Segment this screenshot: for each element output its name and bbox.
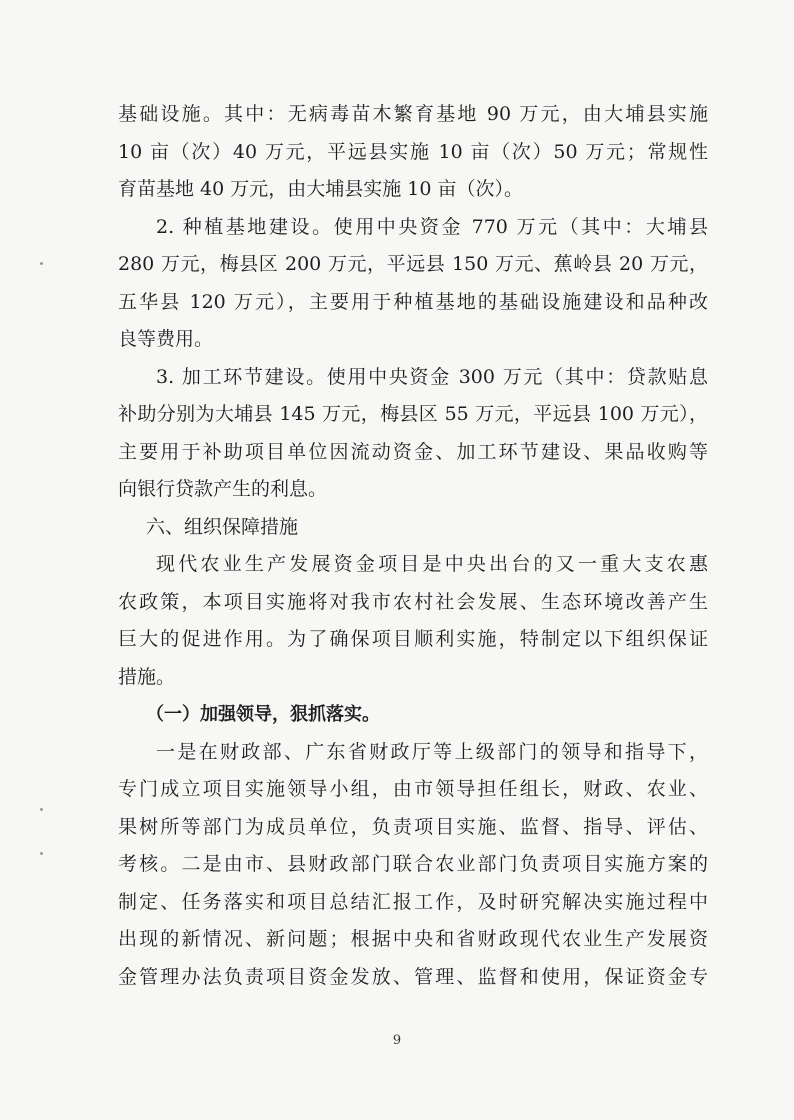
document-body: [118, 96, 708, 996]
text-line: 巨大的促进作用。为了确保项目顺利实施，特制定以下组织保证: [118, 628, 708, 650]
subsection-heading: （一）加强领导，狠抓落实。: [146, 704, 380, 725]
text-line: 考核。二是由市、县财政部门联合农业部门负责项目实施方案的: [118, 853, 708, 875]
text-line: 280 万元，梅县区 200 万元，平远县 150 万元、蕉岭县 20 万元，: [118, 253, 708, 275]
text-line: 补助分别为大埔县 145 万元，梅县区 55 万元，平远县 100 万元），: [118, 403, 708, 425]
text-line: 出现的新情况、新问题；根据中央和省财政现代农业生产发展资: [118, 928, 708, 950]
text-line: 育苗基地 40 万元，由大埔县实施 10 亩（次）。: [118, 178, 524, 200]
text-line: 良等费用。: [118, 328, 214, 350]
scan-mark: [40, 262, 43, 265]
text-line: 现代农业生产发展资金项目是中央出台的又一重大支农惠: [156, 553, 708, 575]
page-number: 9: [392, 1033, 402, 1048]
text-line: 金管理办法负责项目资金发放、管理、监督和使用，保证资金专: [118, 965, 708, 988]
text-line: 五华县 120 万元），主要用于种植基地的基础设施建设和品种改: [118, 290, 708, 313]
text-line: 向银行贷款产生的利息。: [118, 478, 328, 500]
text-line: 主要用于补助项目单位因流动资金、加工环节建设、果品收购等: [118, 440, 708, 463]
text-line: 3. 加工环节建设。使用中央资金 300 万元（其中：贷款贴息: [156, 365, 708, 388]
scan-mark: [40, 852, 43, 855]
scan-mark: [40, 808, 43, 811]
text-line: 10 亩（次）40 万元，平远县实施 10 亩（次）50 万元；常规性: [118, 140, 708, 163]
text-line: 果树所等部门为成员单位，负责项目实施、监督、指导、评估、: [118, 815, 708, 838]
text-line: 2. 种植基地建设。使用中央资金 770 万元（其中：大埔县: [156, 215, 708, 238]
text-line: 措施。: [118, 665, 176, 688]
text-line: 一是在财政部、广东省财政厅等上级部门的领导和指导下，: [156, 740, 708, 763]
text-line: 专门成立项目实施领导小组，由市领导担任组长，财政、农业、: [118, 778, 708, 800]
text-line: 农政策，本项目实施将对我市农村社会发展、生态环境改善产生: [118, 590, 708, 613]
text-line: 基础设施。其中：无病毒苗木繁育基地 90 万元，由大埔县实施: [118, 103, 708, 125]
text-line: 制定、任务落实和项目总结汇报工作，及时研究解决实施过程中: [118, 890, 708, 913]
section-heading: 六、组织保障措施: [146, 515, 299, 538]
